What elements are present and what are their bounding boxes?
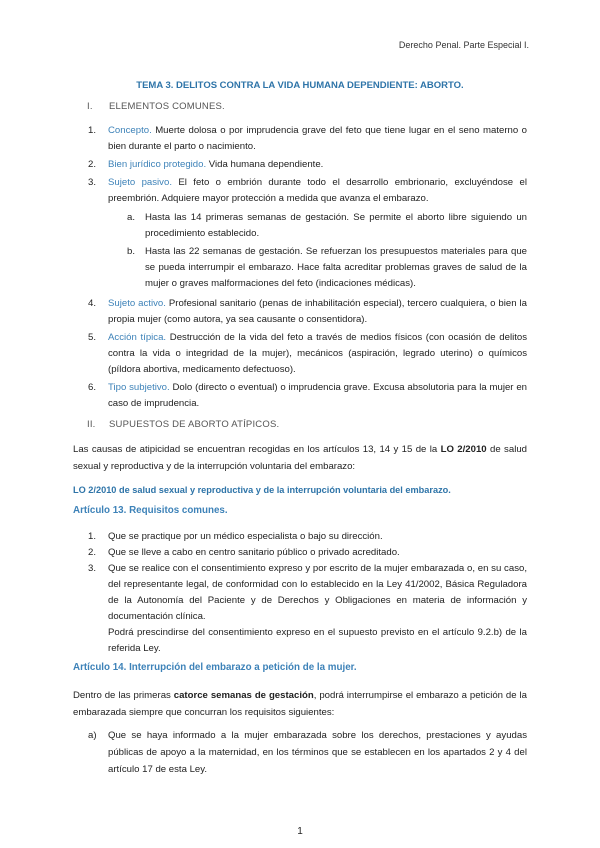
term-keyword: Sujeto activo. <box>108 298 166 309</box>
list-item <box>88 545 527 561</box>
list-item <box>88 380 527 412</box>
item-text: Profesional sanitario (penas de inhabilitación especial), tercero cualquiera, o bien la propia mujer (como autora, ya sea causante o consentidora). <box>108 298 527 325</box>
term-keyword: Sujeto pasivo. <box>108 177 172 188</box>
intro-text: Dentro de las primeras <box>73 690 174 701</box>
gestation-sublist <box>127 210 527 292</box>
item-text: El feto o embrión durante todo el desarrollo embrionario, excluyéndose el preembrión. Adquiere mayor protección a medida que avanza el embarazo. <box>108 177 527 204</box>
article-14-heading: Artículo 14. Interrupción del embarazo a petición de la mujer. <box>73 662 357 673</box>
list-number: 1. <box>88 125 97 136</box>
term-keyword: Concepto. <box>108 125 152 136</box>
article-13-list <box>88 529 527 657</box>
law-reference: LO 2/2010 <box>440 444 487 455</box>
list-item-continuation: Podrá prescindirse del consentimiento expreso en el supuesto previsto en el artículo 9.2.b) de la referida Ley. <box>108 627 527 654</box>
article-14-list <box>88 727 527 778</box>
list-item <box>88 727 527 778</box>
list-item <box>88 529 527 545</box>
section-heading-1 <box>87 101 225 112</box>
item-text: Que se practique por un médico especialista o bajo su dirección. <box>108 531 383 542</box>
list-number: 4. <box>88 298 97 309</box>
atypicality-intro <box>73 441 527 475</box>
item-text: Dolo (directo o eventual) o imprudencia grave. Excusa absolutoria para la mujer en caso de imprudencia. <box>108 382 527 409</box>
item-text: Hasta las 22 semanas de gestación. Se refuerzan los presupuestos materiales para que se pueda interrumpir el embarazo. Hace falta acreditar problemas graves de salud de la mujer o graves malformaciones del feto (indicaciones médicas). <box>145 246 527 289</box>
list-item <box>88 296 527 328</box>
list-number: 3. <box>88 177 97 188</box>
list-number: 2. <box>88 547 97 558</box>
intro-text-end: , podrá interrumpirse el embarazo a petición de la embarazada siempre que concurran los requisitos siguientes: <box>73 690 527 718</box>
term-keyword: Bien jurídico protegido. <box>108 159 207 170</box>
law-heading: LO 2/2010 de salud sexual y reproductiva y de la interrupción voluntaria del embarazo. <box>73 485 451 495</box>
item-text: Que se lleve a cabo en centro sanitario público o privado acreditado. <box>108 547 400 558</box>
running-header: Derecho Penal. Parte Especial I. <box>398 40 529 50</box>
elements-list-part2 <box>88 296 528 412</box>
emphasis-text: catorce semanas de gestación <box>173 690 314 701</box>
list-letter: a) <box>88 730 97 741</box>
intro-text: Las causas de atipicidad se encuentran recogidas en los artículos 13, 14 y 15 de la <box>73 444 441 455</box>
article-14-intro <box>73 687 527 721</box>
section-numeral: II. <box>87 419 96 430</box>
item-text: Vida humana dependiente. <box>206 159 324 170</box>
section-heading-2 <box>87 419 279 430</box>
list-item <box>88 175 527 207</box>
item-text: Que se realice con el consentimiento expreso y por escrito de la mujer embarazada o, en su caso, del representante legal, de conformidad con lo establecido en la Ley 41/2002, Básica Reguladora de la Autonomía del Paciente y de Derechos y Obligaciones en materia de información y documentación clínica. <box>108 563 527 622</box>
page-number: 1 <box>297 826 303 837</box>
item-text: Destrucción de la vida del feto a través de medios físicos (con ocasión de delitos contra la vida o integridad de la mujer), mecánicos (aspiración, legrado uterino) o químicos (píldora abortiva, medicamento defectuoso). <box>108 332 528 375</box>
term-keyword: Tipo subjetivo. <box>108 382 170 393</box>
section-label: ELEMENTOS COMUNES. <box>109 101 225 112</box>
chapter-title: TEMA 3. DELITOS CONTRA LA VIDA HUMANA DEPENDIENTE: ABORTO. <box>136 80 464 91</box>
list-item <box>88 123 527 155</box>
intro-text-end: de salud sexual y reproductiva y de la interrupción voluntaria del embarazo: <box>73 444 527 472</box>
list-number: 1. <box>88 531 97 542</box>
list-number: 2. <box>88 159 97 170</box>
list-letter: a. <box>127 212 136 223</box>
sub-list-item <box>127 210 527 242</box>
list-item <box>88 330 528 378</box>
section-label: SUPUESTOS DE ABORTO ATÍPICOS. <box>109 419 280 430</box>
list-number: 6. <box>88 382 97 393</box>
item-text: Muerte dolosa o por imprudencia grave del feto que tiene lugar en el seno materno o bien durante el parto o nacimiento. <box>108 125 527 152</box>
list-item <box>88 157 527 173</box>
section-numeral: I. <box>87 101 93 112</box>
sub-list-item <box>127 244 527 292</box>
item-text: Que se haya informado a la mujer embarazada sobre los derechos, prestaciones y ayudas públicas de apoyo a la maternidad, en los términos que se establecen en los apartados 2 y 4 del artículo 17 de esta Ley. <box>108 730 527 775</box>
item-text: Hasta las 14 primeras semanas de gestación. Se permite el aborto libre siguiendo un procedimiento establecido. <box>145 212 527 239</box>
article-13-heading: Artículo 13. Requisitos comunes. <box>73 505 228 516</box>
list-number: 5. <box>88 332 97 343</box>
term-keyword: Acción típica. <box>108 332 167 343</box>
list-item <box>88 561 527 625</box>
list-letter: b. <box>127 246 136 257</box>
list-number: 3. <box>88 563 97 574</box>
elements-list-part1 <box>88 123 527 207</box>
